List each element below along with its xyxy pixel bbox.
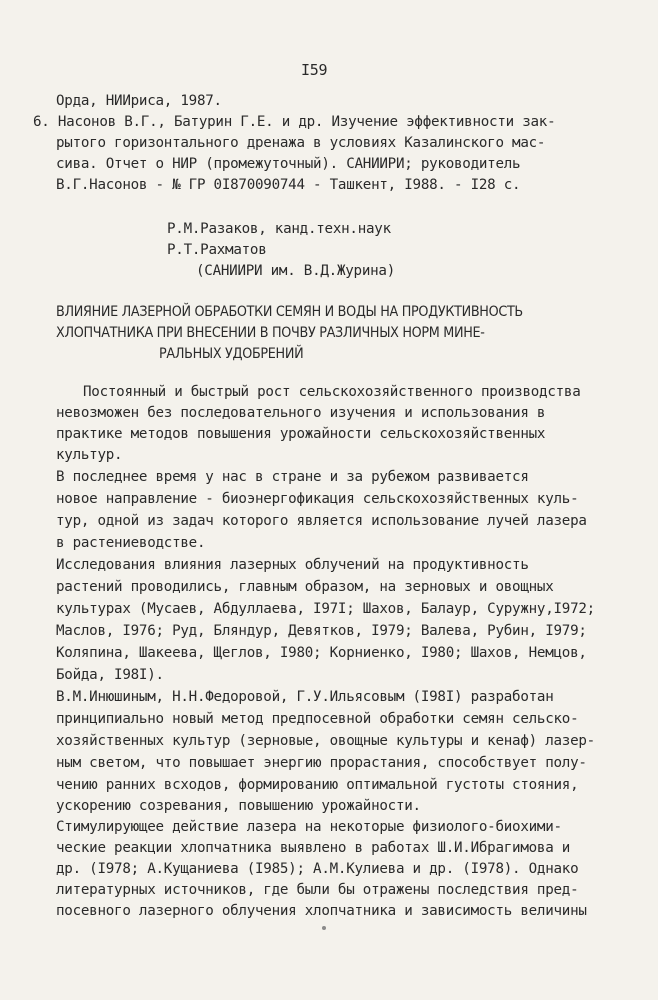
body-line: культурах (Мусаев, Абдуллаева, I97I; Шахов, Балаур, Суружну,I972;: [56, 601, 595, 617]
body-line: невозможен без последовательного изучения и использования в: [56, 405, 546, 421]
author-line: Р.М.Разаков, канд.техн.наук: [167, 221, 391, 237]
body-line: тур, одной из задач которого является использование лучей лазера: [56, 513, 587, 529]
body-line: В.М.Инюшиным, Н.Н.Федоровой, Г.У.Ильясовым (I98I) разработан: [56, 689, 554, 705]
body-line: литературных источников, где были бы отражены последствия пред-: [56, 882, 579, 898]
author-affiliation: (САНИИРИ им. В.Д.Журина): [196, 263, 395, 279]
body-line: Постоянный и быстрый рост сельскохозяйственного производства: [83, 384, 581, 400]
reference-line: сива. Отчет о НИР (промежуточный). САНИИРИ; руководитель: [56, 156, 521, 172]
body-line: ческие реакции хлопчатника выявлено в работах Ш.И.Ибрагимова и: [56, 840, 571, 856]
author-line: Р.Т.Рахматов: [167, 242, 267, 258]
article-title-line: ХЛОПЧАТНИКА ПРИ ВНЕСЕНИИ В ПОЧВУ РАЗЛИЧНЫХ НОРМ МИНЕ-: [56, 325, 485, 341]
body-line: культур.: [56, 447, 123, 463]
scan-speck: [322, 926, 326, 930]
body-line: Маслов, I976; Руд, Бляндур, Девятков, I979; Валева, Рубин, I979;: [56, 623, 587, 639]
page-number: I59: [301, 61, 328, 79]
body-line: Стимулирующее действие лазера на некоторые физиолого-биохими-: [56, 819, 562, 835]
reference-line: рытого горизонтального дренажа в условиях Казалинского мас-: [56, 135, 546, 151]
body-line: принципиально новый метод предпосевной обработки семян сельско-: [56, 711, 579, 727]
reference-line: В.Г.Насонов - № ГР 0I870090744 - Ташкент, I988. - I28 с.: [56, 177, 521, 193]
body-line: др. (I978; А.Кущаниева (I985); А.М.Кулиева и др. (I978). Однако: [56, 861, 579, 877]
body-line: в растениеводстве.: [56, 535, 206, 551]
body-line: ным светом, что повышает энергию прорастания, способствует полу-: [56, 755, 587, 771]
body-line: Исследования влияния лазерных облучений на продуктивность: [56, 557, 529, 573]
body-line: чению ранних всходов, формированию оптимальной густоты стояния,: [56, 777, 579, 793]
body-line: Коляпина, Шакеева, Щеглов, I980; Корниенко, I980; Шахов, Немцов,: [56, 645, 587, 661]
reference-line: Орда, НИИриса, 1987.: [56, 93, 222, 109]
body-line: В последнее время у нас в стране и за рубежом развивается: [56, 469, 529, 485]
body-line: новое направление - биоэнергофикация сельскохозяйственных куль-: [56, 491, 579, 507]
body-line: посевного лазерного облучения хлопчатника и зависимость величины: [56, 903, 587, 919]
body-line: растений проводились, главным образом, на зерновых и овощных: [56, 579, 554, 595]
article-title-line: РАЛЬНЫХ УДОБРЕНИЙ: [159, 346, 304, 362]
article-title-line: ВЛИЯНИЕ ЛАЗЕРНОЙ ОБРАБОТКИ СЕМЯН И ВОДЫ НА ПРОДУКТИВНОСТЬ: [56, 304, 523, 320]
body-line: практике методов повышения урожайности сельскохозяйственных: [56, 426, 546, 442]
body-line: хозяйственных культур (зерновые, овощные культуры и кенаф) лазер-: [56, 733, 595, 749]
reference-line: 6. Насонов В.Г., Батурин Г.Е. и др. Изучение эффективности зак-: [33, 114, 556, 130]
body-line: ускорению созревания, повышению урожайности.: [56, 798, 421, 814]
body-line: Бойда, I98I).: [56, 667, 164, 683]
